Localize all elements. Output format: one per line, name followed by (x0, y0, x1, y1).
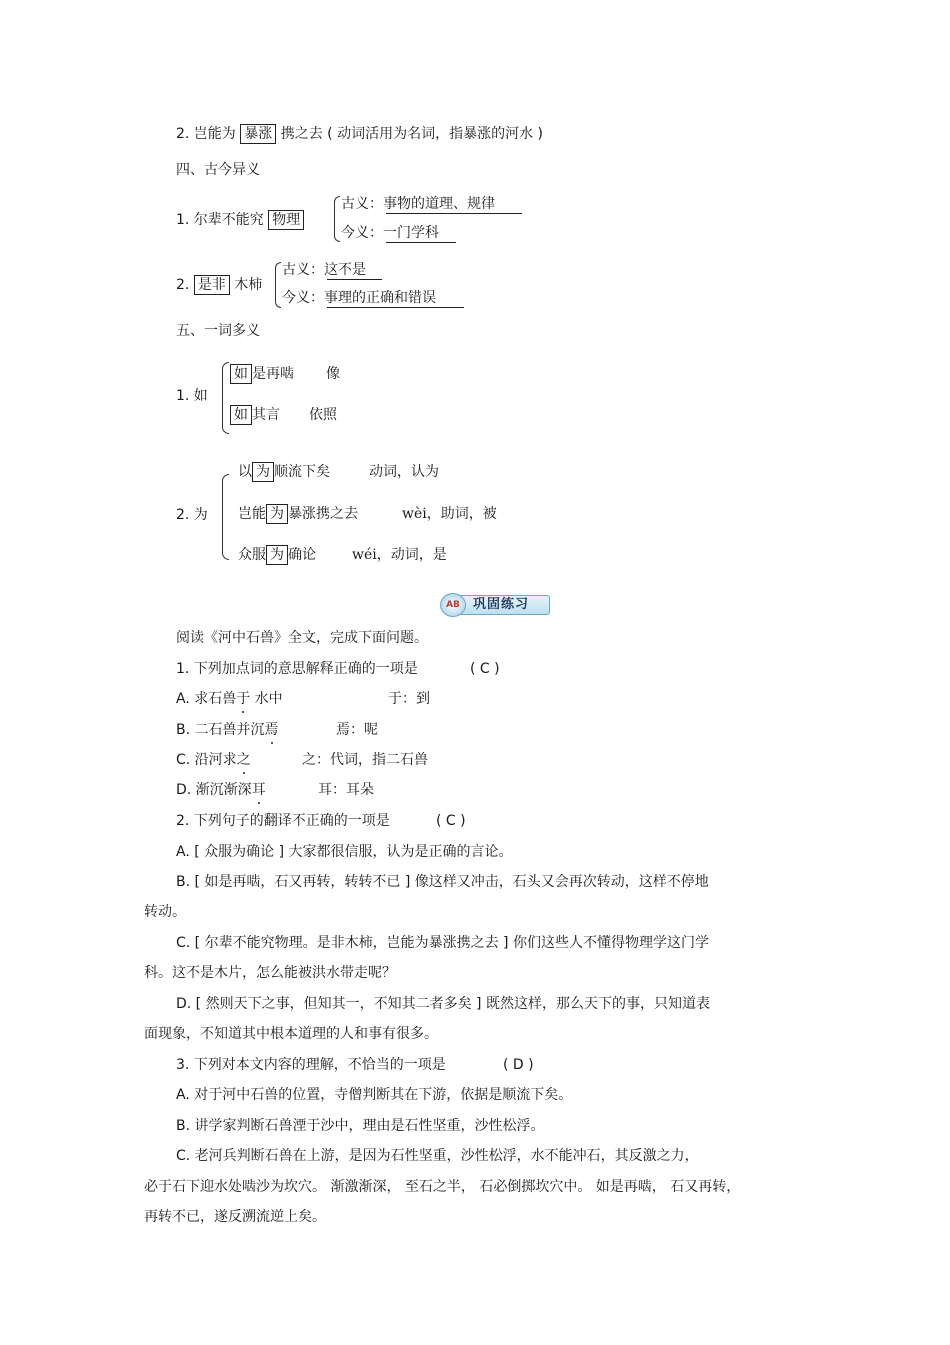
q1-answer: ( C ) (470, 661, 500, 677)
brace-icon (275, 262, 281, 308)
practice-banner-title: 巩固练习 (452, 595, 550, 615)
meaning-text: ，助词，被 (426, 506, 497, 522)
q3-answer: ( D ) (503, 1057, 534, 1073)
gu-meaning (282, 260, 366, 280)
q1-gloss-d: 耳：耳朵 (318, 782, 374, 798)
q2-answer: ( C ) (436, 813, 466, 829)
wei-meaning-1: 动词，认为 (369, 464, 439, 480)
jin-label: 今义： (341, 225, 383, 241)
gu-text: 这不是 (324, 262, 366, 278)
polysemy-ru-number: 1. 如 (176, 388, 208, 404)
example-text: 确论 (288, 547, 316, 563)
item-prefix: 1. 尔辈不能究 (176, 212, 264, 228)
gu-text: 事物的道理、规律 (383, 196, 495, 212)
brace-icon (222, 474, 229, 560)
boxed-word: 是非 (194, 275, 230, 295)
dotted-word: 焉 (264, 722, 279, 738)
jin-text: 一门学科 (383, 225, 439, 241)
gujin-item-2 (176, 275, 262, 295)
meaning-text: ，动词，是 (376, 547, 447, 563)
item-suffix: 木柿 (234, 277, 263, 293)
example-pre: 众服 (238, 547, 266, 563)
boxed-word: 如 (230, 405, 252, 425)
jin-meaning (341, 223, 439, 243)
q2-option-c-line2: 科。这不是木片，怎么能被洪水带走呢？ (144, 965, 396, 981)
wei-row-2 (238, 504, 358, 524)
pinyin: wéi (352, 547, 377, 563)
option-text: D. 渐沉渐深 (176, 782, 252, 798)
answer-underline (327, 279, 382, 280)
q1-gloss-b: 焉：呢 (336, 722, 378, 738)
pinyin: wèi (402, 506, 427, 522)
q2-option-c-line1: C. [ 尔辈不能究物理。是非木柿，岂能为暴涨携之去 ] 你们这些人不懂得物理学这门学 (176, 935, 709, 951)
q1-gloss-a: 于：到 (388, 691, 430, 707)
q1-stem: 1. 下列加点词的意思解释正确的一项是 (176, 661, 418, 677)
wei-meaning-3 (352, 545, 447, 565)
boxed-word: 如 (230, 364, 252, 384)
q3-option-a: A. 对于河中石兽的位置，寺僧判断其在下游，依据是顺流下矣。 (176, 1087, 573, 1103)
q2-option-b-line1: B. [ 如是再啮，石又再转，转转不已 ] 像这样又冲击，石头又会再次转动，这样不停地 (176, 874, 709, 890)
boxed-word: 物理 (268, 210, 304, 230)
q1-gloss-c: 之：代词，指二石兽 (302, 752, 428, 768)
item-prefix: 2. (176, 277, 190, 293)
q2-option-d-line2: 面现象，不知道其中根本道理的人和事有很多。 (144, 1026, 438, 1042)
q1-option-a (176, 689, 283, 709)
option-text: B. 二石兽并沉 (176, 722, 265, 738)
example-pre: 岂能 (238, 506, 266, 522)
q2-option-a: A. [ 众服为确论 ] 大家都很信服，认为是正确的言论。 (176, 844, 513, 860)
section-heading-gujin: 四、古今异义 (176, 162, 260, 178)
boxed-word: 为 (266, 545, 288, 565)
brace-icon (222, 362, 229, 434)
q3-option-c-line2: 必于石下迎水处啮沙为坎穴。 渐激渐深， 至石之半， 石必倒掷坎穴中。 如是再啮， 石又再转， (144, 1179, 741, 1195)
example-text: 暴涨携之去 (288, 506, 358, 522)
wei-row-1 (238, 462, 330, 482)
q2-option-b-line2: 转动。 (144, 904, 186, 920)
practice-badge-icon: AB (440, 593, 466, 617)
answer-underline (386, 242, 456, 243)
gu-meaning (341, 194, 495, 214)
polysemy-wei-number: 2. 为 (176, 507, 208, 523)
answer-underline (386, 213, 522, 214)
dotted-word: 于 (236, 691, 251, 707)
q3-option-c-line3: 再转不已，遂反溯流逆上矣。 (144, 1209, 326, 1225)
q1-option-c (176, 750, 251, 770)
wei-row-3 (238, 545, 316, 565)
ru-meaning-1: 像 (326, 366, 340, 382)
boxed-word: 为 (266, 504, 288, 524)
ru-meaning-2: 依照 (309, 407, 337, 423)
boxed-word: 为 (252, 462, 274, 482)
practice-intro: 阅读《河中石兽》全文，完成下面问题。 (176, 630, 428, 646)
q1-option-d (176, 780, 266, 800)
option-text: 水中 (250, 691, 283, 707)
gujin-item-1 (176, 210, 304, 230)
option-text: A. 求石兽 (176, 691, 237, 707)
q1-option-b (176, 720, 279, 740)
example-text: 是再啮 (252, 366, 294, 382)
jin-meaning (282, 288, 436, 308)
section-heading-yici: 五、一词多义 (176, 323, 260, 339)
example-pre: 以 (238, 464, 252, 480)
q2-stem: 2. 下列句子的翻译不正确的一项是 (176, 813, 390, 829)
option-text: C. 沿河求 (176, 752, 237, 768)
q3-option-b: B. 讲学家判断石兽湮于沙中，理由是石性坚重，沙性松浮。 (176, 1118, 545, 1134)
ru-row-1 (230, 364, 294, 384)
dotted-word: 之 (236, 752, 251, 768)
wei-meaning-2 (402, 504, 497, 524)
ru-row-2 (230, 405, 280, 425)
jin-label: 今义： (282, 290, 324, 306)
note-suffix: 携之去 ( 动词活用为名词，指暴涨的河水 ) (280, 126, 543, 142)
boxed-word: 暴涨 (240, 124, 276, 144)
note-line (176, 124, 543, 144)
gu-label: 古义： (282, 262, 324, 278)
example-text: 其言 (252, 407, 280, 423)
answer-underline (327, 307, 464, 308)
q2-option-d-line1: D. [ 然则天下之事，但知其一，不知其二者多矣 ] 既然这样，那么天下的事，只知道表 (176, 996, 710, 1012)
note-prefix: 2. 岂能为 (176, 126, 236, 142)
brace-icon (334, 196, 340, 242)
practice-banner (438, 592, 550, 616)
example-text: 顺流下矣 (274, 464, 330, 480)
dotted-word: 耳 (251, 782, 266, 798)
q3-stem: 3. 下列对本文内容的理解，不恰当的一项是 (176, 1057, 446, 1073)
jin-text: 事理的正确和错误 (324, 290, 436, 306)
gu-label: 古义： (341, 196, 383, 212)
q3-option-c-line1: C. 老河兵判断石兽在上游，是因为石性坚重，沙性松浮，水不能冲石，其反激之力， (176, 1148, 699, 1164)
